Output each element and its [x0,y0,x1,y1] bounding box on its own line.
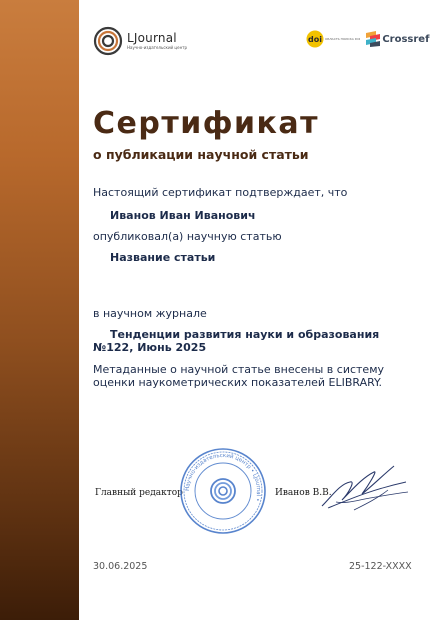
crossref-label: Crossref [382,33,430,45]
doi-text: ОБЛАСТЬ ПОИСКА DOI [325,37,361,41]
article-title: Название статьи [110,251,216,264]
published-text: опубликовал(а) научную статью [93,230,282,243]
brand-tagline: Научно-издательский центр [127,44,188,50]
official-seal-icon [179,447,267,535]
ljournal-logo-icon [93,26,123,56]
issue-date: 30.06.2025 [93,561,148,572]
doi-icon [306,30,324,48]
crossref-icon [366,31,380,47]
editor-name: Иванов В.В. [275,488,332,498]
partner-logos [306,30,429,48]
in-journal-text: в научном журнале [93,307,207,320]
crossref-logo [366,31,429,47]
metadata-text-line1: Метаданные о научной статье внесены в систему [93,363,385,376]
author-name: Иванов Иван Иванович [110,209,256,222]
editor-label: Главный редактор [95,488,183,498]
brand-name: LJournal [127,30,177,45]
doi-logo [306,30,360,48]
journal-name: Тенденции развития науки и образования [110,328,380,341]
decorative-side-bar [0,0,79,620]
ljournal-logo [93,26,187,56]
certificate-subtitle: о публикации научной статьи [93,147,309,162]
certificate-title: Сертификат [93,106,320,141]
journal-issue: №122, Июнь 2025 [93,341,207,354]
svg-text:Научно-издательский центр • LJ: Научно-издательский центр • LJournal • [184,452,262,502]
svg-text:doi: doi [308,35,322,44]
certificate-number: 25-122-XXXX [349,561,412,572]
signature-icon [318,460,410,516]
metadata-text-line2: оценки наукометрических показателей ELIBRARY. [93,376,383,389]
confirm-text: Настоящий сертификат подтверждает, что [93,186,348,199]
